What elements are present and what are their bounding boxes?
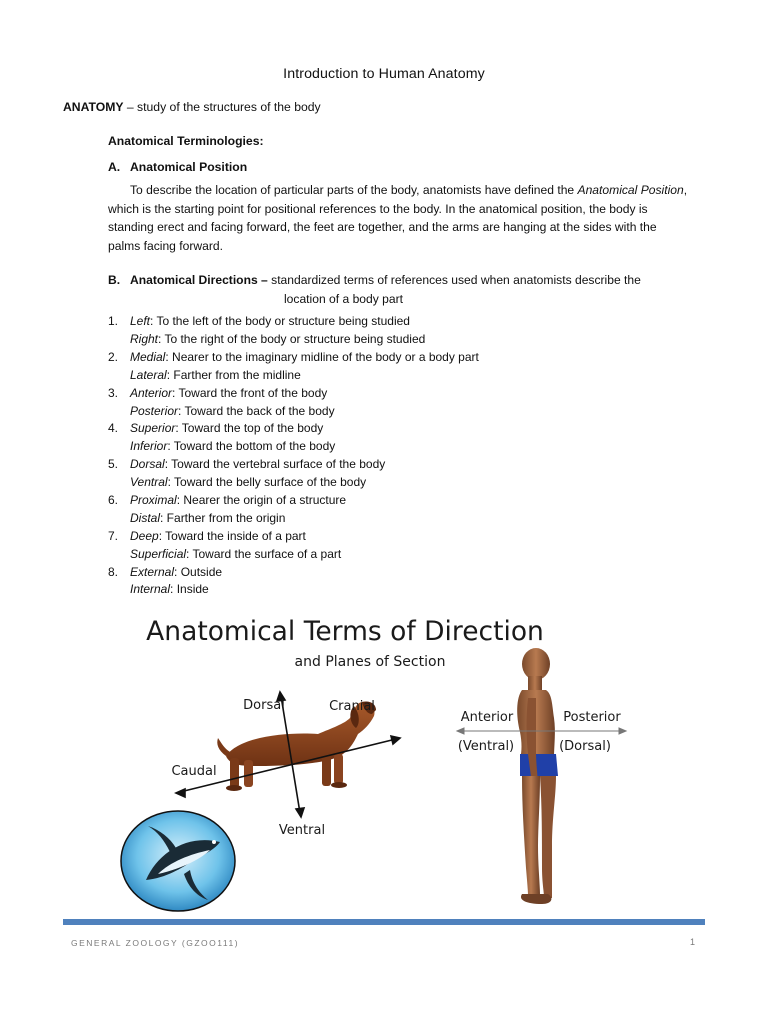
section-b-text-2: location of a body part [284,291,404,306]
anatomy-term: ANATOMY [63,100,124,114]
paragraph-text-1: To describe the location of particular parts of the body, anatomists have defined the [130,183,578,197]
term: Superficial [130,546,187,561]
term: Medial [130,349,166,364]
term: Dorsal [130,457,165,472]
term-description: : To the right of the body or structure being studied [158,331,426,346]
section-b-heading [108,271,708,308]
term: Superior [130,421,176,436]
term-description: : Toward the inside of a part [158,528,306,543]
term-description: : Toward the top of the body [175,421,324,436]
term-description: : Toward the bottom of the body [167,439,336,454]
anatomical-position-paragraph [108,181,692,256]
section-b-label: B. [108,273,121,287]
term-description: : Farther from the origin [160,510,286,525]
section-a-heading [108,160,247,174]
footer-course: GENERAL ZOOLOGY (GZOO111) [71,938,240,948]
term-description: : Inside [170,582,209,597]
paragraph-italic: Anatomical Position [577,183,684,197]
list-number: 8. [108,564,119,579]
list-number: 1. [108,314,119,328]
term-description: : Outside [174,564,223,579]
term-description: : Farther from the midline [166,367,301,382]
page-number: 1 [690,937,696,947]
term: Right [130,331,159,346]
label-ventral: Ventral [278,823,326,838]
term: Left [130,314,151,328]
list-number: 6. [108,492,119,507]
term: Distal [130,510,161,525]
term-description: : Toward the front of the body [172,385,328,400]
terminologies-heading: Anatomical Terminologies: [108,134,264,148]
list-number: 7. [108,528,119,543]
paragraph-text-2: , which is the starting point for positional references to the body. In the anatomical position, the body is standing erect and facing forward, the feet are together, and the arms are hanging at the sides with the palms facing forward. [108,183,688,254]
term-description: : Toward the back of the body [178,403,335,418]
term: Posterior [130,403,179,418]
section-b-dash: – [257,273,272,287]
term: Internal [130,582,171,597]
figure-title: Anatomical Terms of Direction [146,616,544,647]
section-b-title: Anatomical Directions [130,273,258,287]
label-anterior: Anterior [460,710,514,725]
list-number: 3. [108,385,119,400]
term: Ventral [130,475,168,490]
term: Inferior [130,439,168,454]
figure-subtitle: and Planes of Section [294,654,446,670]
list-number: 2. [108,349,119,364]
term-description: : Toward the surface of a part [186,546,342,561]
term-description: : Toward the vertebral surface of the body [164,457,386,472]
directions-figure-svg [118,606,666,916]
label-cranial: Cranial [329,699,375,714]
section-a-label: A. [108,160,121,174]
directions-figure [118,606,666,916]
list-number: 4. [108,421,119,436]
anatomy-definition [63,100,321,114]
term-description: : Nearer the origin of a structure [176,492,347,507]
penguin-image [121,811,235,911]
term: External [130,564,175,579]
term-description: : Toward the belly surface of the body [167,475,367,490]
section-b-text-1: standardized terms of references used when anatomists describe the [271,273,641,287]
list-number: 5. [108,457,119,472]
label-posterior: Posterior [563,710,621,725]
section-a-title: Anatomical Position [130,160,248,174]
label-posterior-dorsal: (Dorsal) [559,739,611,754]
footer-divider [63,919,705,925]
term: Anterior [130,385,173,400]
term: Lateral [130,367,167,382]
label-anterior-ventral: (Ventral) [457,739,515,754]
human-figure-image [517,648,558,904]
term-description: : To the left of the body or structure being studied [150,314,410,328]
label-caudal: Caudal [171,764,217,779]
term-description: : Nearer to the imaginary midline of the body or a body part [165,349,479,364]
label-dorsal: Dorsal [243,698,285,713]
page-title: Introduction to Human Anatomy [283,66,485,82]
anatomy-definition-text: – study of the structures of the body [123,100,321,114]
term: Proximal [130,492,177,507]
term: Deep [130,528,159,543]
